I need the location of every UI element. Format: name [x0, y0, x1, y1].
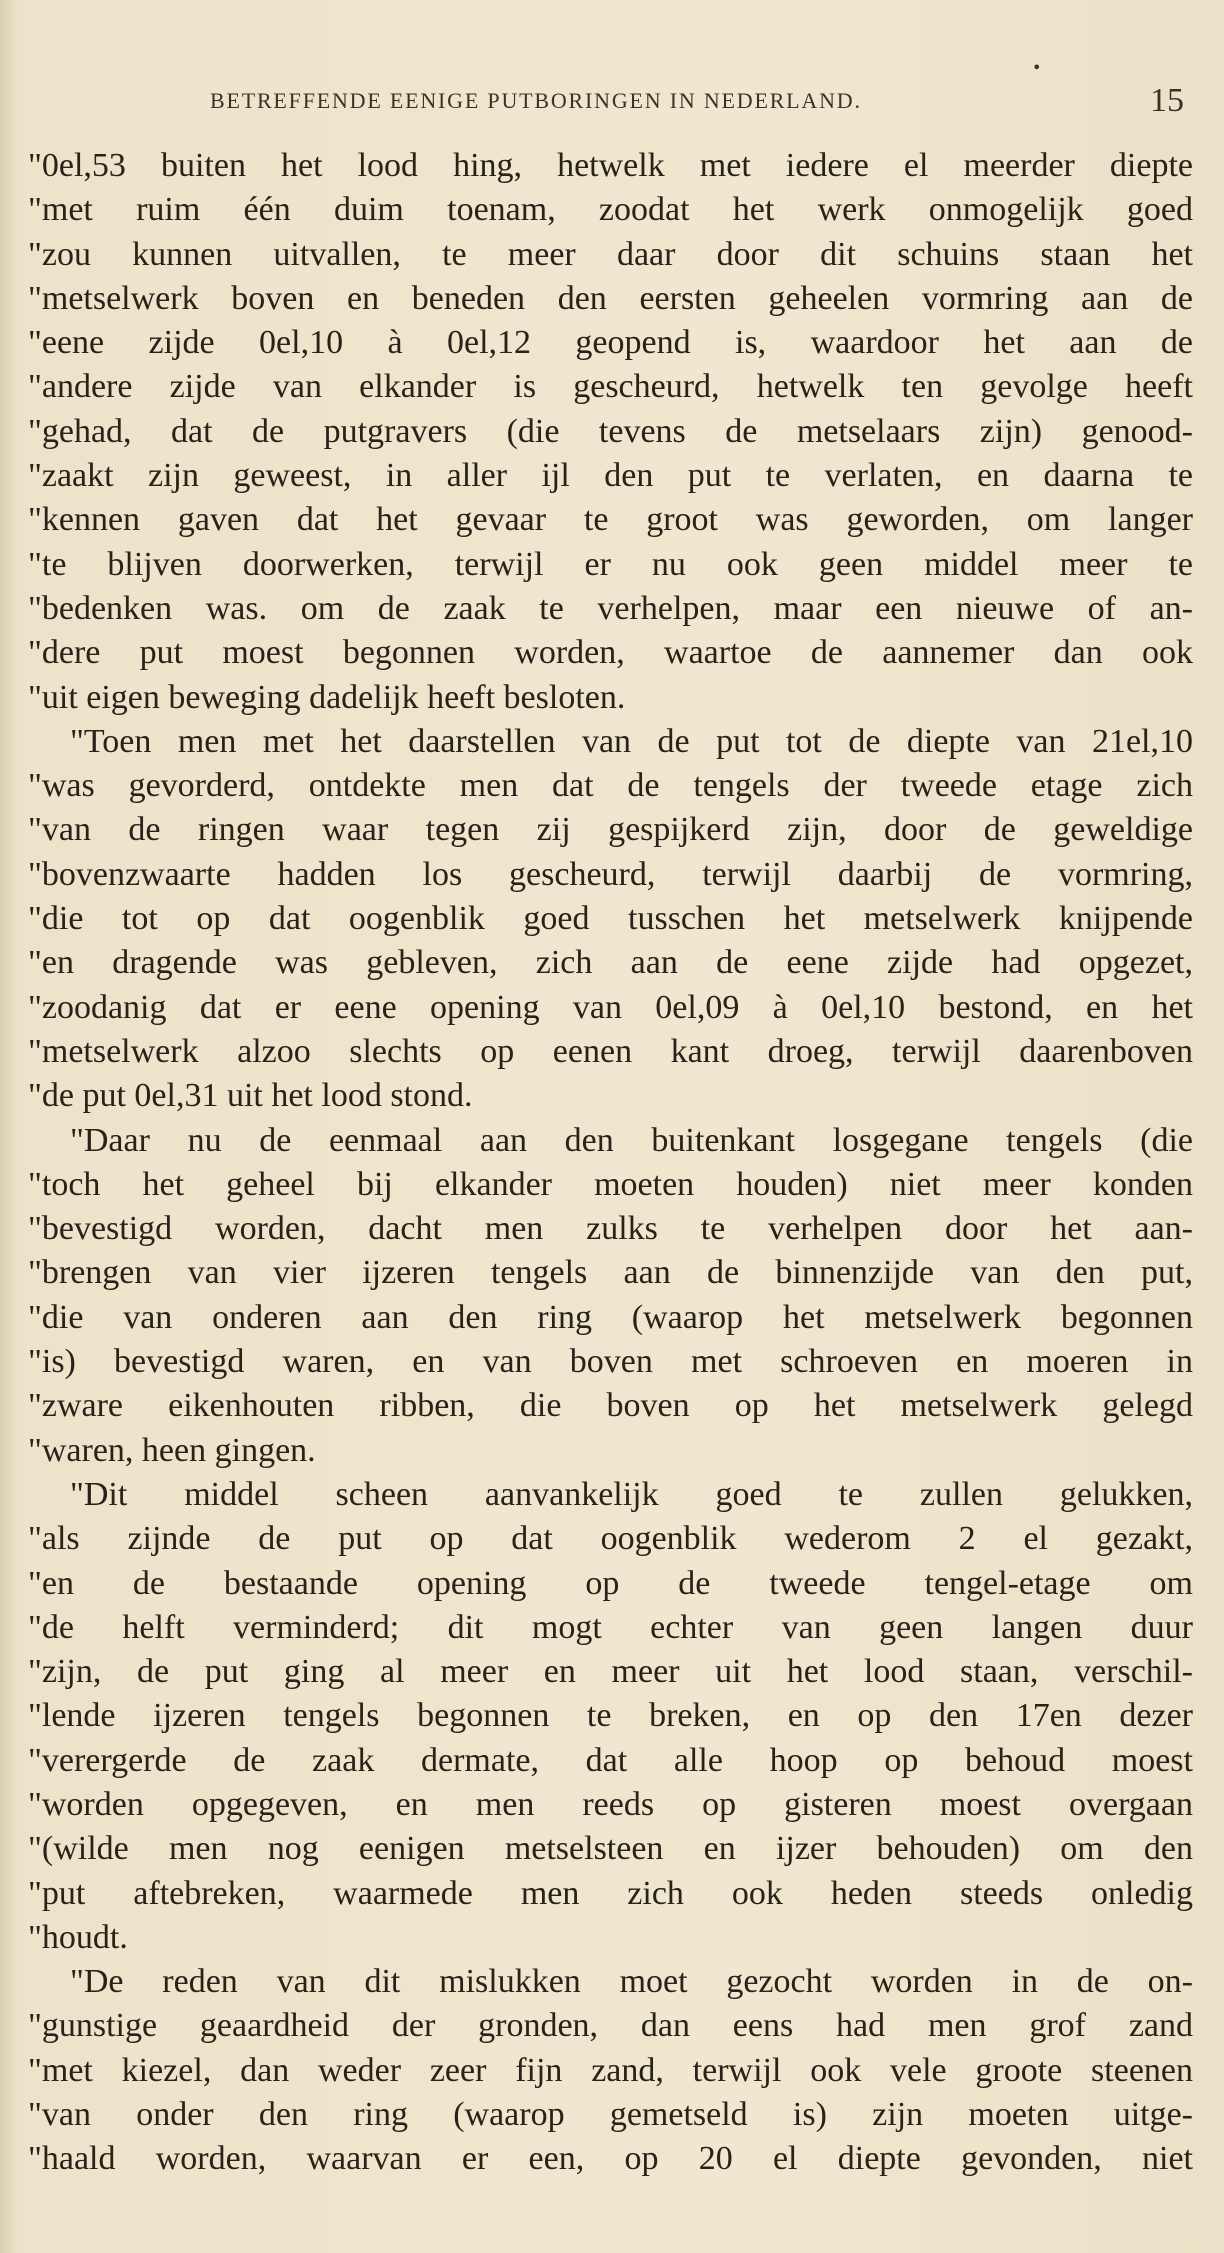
text-line: "gehad, dat de putgravers (die tevens de metselaars zijn) genood- — [28, 412, 1193, 450]
text-line: "gunstige geaardheid der gronden, dan eens had men grof zand — [28, 2007, 1193, 2045]
text-line: "zou kunnen uitvallen, te meer daar door dit schuins staan het — [28, 235, 1193, 273]
text-line: "put aftebreken, waarmede men zich ook heden steeds onledig — [28, 1874, 1193, 1912]
text-line: "te blijven doorwerken, terwijl er nu ook geen middel meer te — [28, 545, 1193, 583]
text-line: "bovenzwaarte hadden los gescheurd, terwijl daarbij de vormring, — [28, 855, 1193, 893]
text-line: "met ruim één duim toenam, zoodat het werk onmogelijk goed — [28, 191, 1193, 229]
text-line: "bevestigd worden, dacht men zulks te verhelpen door het aan- — [28, 1210, 1193, 1248]
text-line: "de helft verminderd; dit mogt echter van geen langen duur — [28, 1608, 1193, 1646]
text-line: "dere put moest begonnen worden, waartoe de aannemer dan ook — [28, 634, 1193, 672]
text-line: "van onder den ring (waarop gemetseld is) zijn moeten uitge- — [28, 2096, 1193, 2134]
text-line: "die tot op dat oogenblik goed tusschen het metselwerk knijpende — [28, 900, 1193, 938]
text-line: "met kiezel, dan weder zeer fijn zand, terwijl ook vele groote steenen — [28, 2051, 1193, 2089]
text-line: "en de bestaande opening op de tweede tengel-etage om — [28, 1564, 1193, 1602]
text-line: "De reden van dit mislukken moet gezocht worden in de on- — [70, 1963, 1193, 2001]
text-line: "die van onderen aan den ring (waarop het metselwerk begonnen — [28, 1298, 1193, 1336]
ink-dot: • — [1032, 58, 1042, 77]
text-line: "lende ijzeren tengels begonnen te breken, en op den 17en dezer — [28, 1697, 1193, 1735]
text-line: "Dit middel scheen aanvankelijk goed te zullen gelukken, — [70, 1475, 1193, 1513]
text-line: "en dragende was gebleven, zich aan de eene zijde had opgezet, — [28, 944, 1193, 982]
text-line: "zaakt zijn geweest, in aller ijl den put te verlaten, en daarna te — [28, 457, 1193, 495]
text-line: "zijn, de put ging al meer en meer uit het lood staan, verschil- — [28, 1653, 1193, 1691]
text-line: "bedenken was. om de zaak te verhelpen, maar een nieuwe of an- — [28, 589, 1193, 627]
page-number: 15 — [1150, 82, 1184, 119]
text-line: "waren, heen gingen. — [28, 1431, 316, 1469]
text-line: "0el,53 buiten het lood hing, hetwelk met iedere el meerder diepte — [28, 147, 1193, 184]
text-line: "eene zijde 0el,10 à 0el,12 geopend is, waardoor het aan de — [28, 324, 1193, 362]
text-line: "was gevorderd, ontdekte men dat de tengels der tweede etage zich — [28, 767, 1193, 805]
text-line: "houdt. — [28, 1918, 128, 1956]
running-header — [0, 58, 1224, 128]
text-line: "verergerde de zaak dermate, dat alle hoop op behoud moest — [28, 1741, 1193, 1779]
text-line: "is) bevestigd waren, en van boven met schroeven en moeren in — [28, 1343, 1193, 1381]
text-line: "als zijnde de put op dat oogenblik wederom 2 el gezakt, — [28, 1520, 1193, 1558]
text-line: "uit eigen beweging dadelijk heeft besloten. — [28, 678, 626, 716]
text-line: "van de ringen waar tegen zij gespijkerd zijn, door de geweldige — [28, 811, 1193, 849]
text-line: "de put 0el,31 uit het lood stond. — [28, 1077, 473, 1115]
text-line: "Toen men met het daarstellen van de put tot de diepte van 21el,10 — [70, 722, 1193, 760]
text-line: "haald worden, waarvan er een, op 20 el diepte gevonden, niet — [28, 2140, 1193, 2178]
text-line: "zoodanig dat er eene opening van 0el,09 à 0el,10 bestond, en het — [28, 988, 1193, 1026]
text-line: "andere zijde van elkander is gescheurd, hetwelk ten gevolge heeft — [28, 368, 1193, 406]
text-line: "worden opgegeven, en men reeds op gisteren moest overgaan — [28, 1785, 1193, 1823]
running-header-title: BETREFFENDE EENIGE PUTBORINGEN IN NEDERLAND. — [210, 88, 862, 113]
text-line: "(wilde men nog eenigen metselsteen en ijzer behouden) om den — [28, 1830, 1193, 1868]
text-line: "zware eikenhouten ribben, die boven op het metselwerk gelegd — [28, 1387, 1193, 1425]
body-text — [28, 144, 1193, 2182]
text-line: "metselwerk alzoo slechts op eenen kant droeg, terwijl daarenboven — [28, 1032, 1193, 1070]
text-line: "kennen gaven dat het gevaar te groot was geworden, om langer — [28, 501, 1193, 539]
text-line: "brengen van vier ijzeren tengels aan de binnenzijde van den put, — [28, 1254, 1193, 1292]
text-line: "metselwerk boven en beneden den eersten geheelen vormring aan de — [28, 279, 1193, 317]
text-line: "Daar nu de eenmaal aan den buitenkant losgegane tengels (die — [70, 1121, 1193, 1159]
text-line: "toch het geheel bij elkander moeten houden) niet meer konden — [28, 1165, 1193, 1203]
